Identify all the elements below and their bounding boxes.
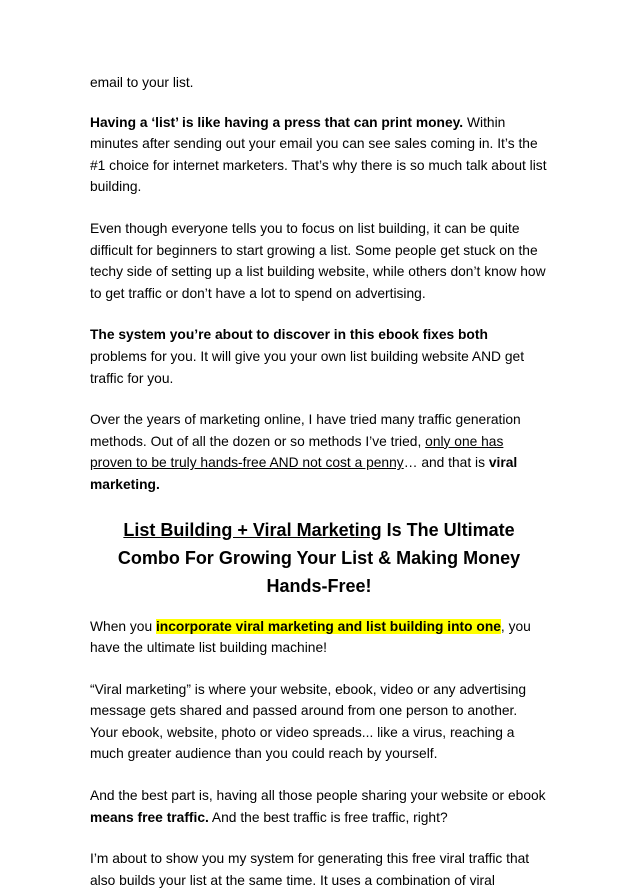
underlined-text: only one has proven to be truly hands-free AND not cost a penny bbox=[90, 433, 504, 471]
bold-text: viral marketing. bbox=[90, 455, 518, 492]
highlighted-text: incorporate viral marketing and list building into one bbox=[155, 618, 501, 634]
bold-text: means free traffic. bbox=[90, 809, 209, 825]
paragraph-viral-definition: “Viral marketing” is where your website, ebook, video or any advertising message gets shared and passed around from one person to another. Your ebook, website, photo or video spreads... like a virus, reaching a much greater audience than you could reach by yourself. bbox=[90, 681, 527, 762]
paragraph-list-money: Having a ‘list’ is like having a press that can print money. Within minutes after sending out your email you can see sales coming in. It’s the #1 choice for internet marketers. That’s why there is so much talk about list building. bbox=[90, 114, 547, 195]
paragraph-system-fixes: The system you’re about to discover in this ebook fixes both problems for you. It will give you your own list building website AND get traffic for you. bbox=[90, 327, 525, 386]
section-heading: List Building + Viral Marketing Is The Ultimate Combo For Growing Your List & Making Money Hands-Free! bbox=[117, 519, 521, 596]
paragraph-list-intro: email to your list. bbox=[90, 75, 194, 90]
paragraph-free-traffic: And the best part is, having all those people sharing your website or ebook means free traffic. And the best traffic is free traffic, right? bbox=[90, 788, 546, 825]
paragraph-traffic-methods: Over the years of marketing online, I have tried many traffic generation methods. Out of all the dozen or so methods I’ve tried, only one has proven to be truly hands-free AND not cost a penny… and that is viral marketing. bbox=[90, 412, 521, 492]
paragraph-incorporate: When you incorporate viral marketing and list building into one, you have the ultimate list building machine! bbox=[90, 618, 531, 656]
bold-text: Having a ‘list’ is like having a press that can print money. bbox=[90, 114, 464, 130]
heading-underlined: List Building + Viral Marketing bbox=[123, 519, 382, 540]
bold-text: The system you’re about to discover in this ebook fixes both bbox=[90, 327, 488, 343]
paragraph-beginners: Even though everyone tells you to focus on list building, it can be quite difficult for beginners to start growing a list. Some people get stuck on the techy side of setting up a list building website, while others don’t know how to get traffic or don’t have a lot to spend on advertising. bbox=[90, 220, 546, 301]
paragraph-system-intro: I’m about to show you my system for generating this free viral traffic that also builds your list at the same time. It uses a combination of viral bbox=[90, 851, 530, 888]
